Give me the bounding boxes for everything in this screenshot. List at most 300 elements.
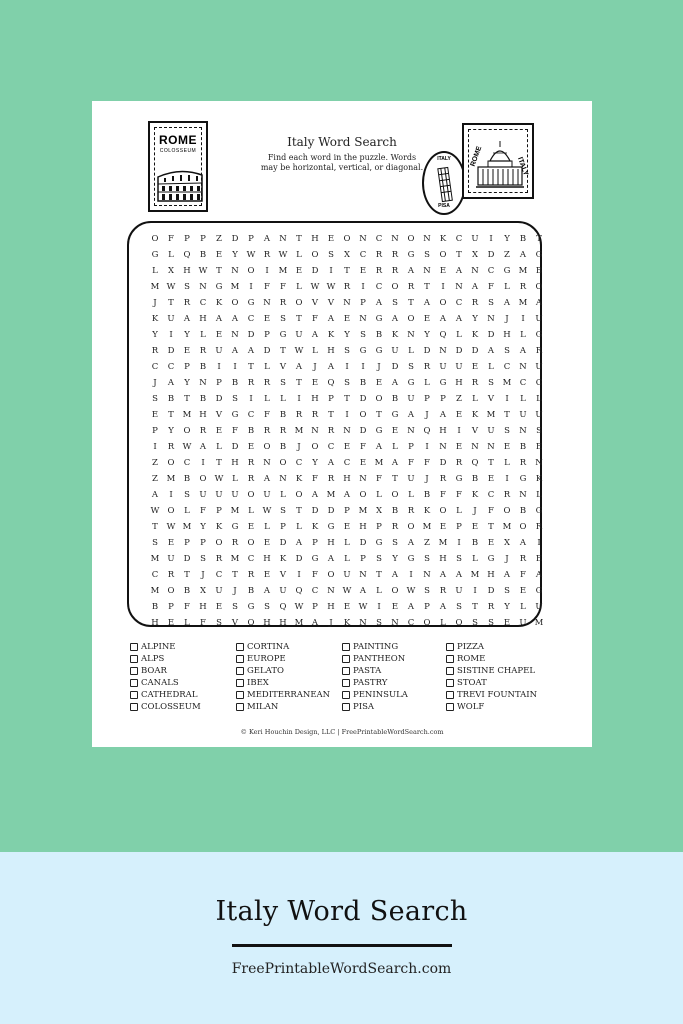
letter-grid [147,231,547,631]
grid-letter: E [487,538,495,548]
word-column [236,641,342,713]
grid-letter: S [280,506,286,516]
grid-letter: N [487,442,495,452]
grid-letter: S [280,378,286,388]
grid-row [147,599,547,615]
grid-letter: O [167,586,175,596]
grid-letter: N [343,298,351,308]
grid-letter: O [295,490,303,500]
grid-letter: T [168,410,174,420]
grid-letter: E [503,442,511,452]
grid-letter: W [342,586,352,596]
word-label: GELATO [247,666,284,676]
grid-letter: S [232,394,238,404]
grid-letter: P [456,522,462,532]
grid-letter: R [311,410,319,420]
grid-letter: O [391,490,399,500]
grid-letter: S [392,538,398,548]
word-checkbox[interactable] [236,703,244,711]
grid-letter: I [361,282,365,292]
grid-letter: Z [424,538,430,548]
word-label: COLOSSEUM [141,702,201,712]
grid-letter: C [311,586,319,596]
grid-letter: Y [200,522,206,532]
grid-letter: S [264,602,270,612]
grid-row [147,615,547,631]
grid-letter: C [535,378,543,388]
grid-letter: E [519,586,527,596]
grid-letter: O [519,522,527,532]
grid-letter: H [199,314,207,324]
grid-letter: G [375,314,383,324]
grid-letter: O [311,250,319,260]
rome-italy-stamp [462,123,534,199]
grid-letter: N [263,458,271,468]
grid-letter: E [263,538,271,548]
grid-letter: E [423,314,431,324]
word-list-item [236,701,342,713]
oval-stamp-bottom-text: PISA [438,203,450,209]
grid-letter: B [519,442,527,452]
grid-letter: J [473,506,477,516]
grid-letter: C [519,378,527,388]
grid-letter: C [151,570,159,580]
grid-letter: L [520,602,526,612]
grid-letter: B [423,490,431,500]
grid-letter: S [424,250,430,260]
grid-letter: S [504,426,510,436]
word-list [130,641,560,713]
word-checkbox[interactable] [446,655,454,663]
grid-letter: E [503,618,511,628]
grid-letter: P [424,602,430,612]
grid-letter: M [518,266,528,276]
word-list-item [342,689,446,701]
grid-letter: R [247,570,255,580]
grid-letter: D [263,346,271,356]
grid-letter: Z [456,394,462,404]
grid-letter: N [487,314,495,324]
grid-letter: W [262,506,272,516]
grid-letter: U [295,330,303,340]
grid-letter: T [424,282,430,292]
grid-letter: N [359,570,367,580]
grid-letter: D [295,554,303,564]
grid-letter: P [344,506,350,516]
grid-letter: B [519,234,527,244]
colosseum-icon [156,165,204,203]
grid-letter: S [200,554,206,564]
grid-letter: M [502,522,512,532]
grid-letter: S [424,586,430,596]
grid-letter: T [536,234,542,244]
word-label: CATHEDRAL [141,690,198,700]
word-label: MILAN [247,702,279,712]
grid-letter: E [215,602,223,612]
grid-letter: L [504,458,510,468]
grid-letter: K [343,618,351,628]
word-list-item [342,677,446,689]
grid-letter: I [425,442,429,452]
word-list-item [236,641,342,653]
word-checkbox[interactable] [342,667,350,675]
word-checkbox[interactable] [342,655,350,663]
grid-letter: T [216,458,222,468]
grid-letter: K [471,490,479,500]
grid-letter: O [359,490,367,500]
grid-letter: M [438,538,448,548]
copyright-credit: © Keri Houchin Design, LLC | FreePrintableWordSearch.com [240,728,444,736]
grid-letter: R [247,378,255,388]
grid-letter: F [280,282,286,292]
grid-letter: G [407,554,415,564]
grid-letter: F [312,474,318,484]
grid-letter: I [249,394,253,404]
word-label: IBEX [247,678,269,688]
grid-letter: Y [392,554,398,564]
word-list-item [446,665,556,677]
word-checkbox[interactable] [130,655,138,663]
puzzle-sheet [92,101,592,747]
grid-letter: J [505,554,509,564]
grid-letter: L [200,330,206,340]
grid-letter: J [313,362,317,372]
grid-letter: U [535,314,543,324]
grid-letter: N [471,266,479,276]
grid-letter: V [279,570,287,580]
grid-letter: A [535,570,543,580]
grid-letter: A [519,250,527,260]
grid-letter: U [231,490,239,500]
word-label: CORTINA [247,642,290,652]
grid-letter: M [294,618,304,628]
grid-letter: T [504,410,510,420]
word-list-item [446,677,556,689]
grid-letter: X [471,250,479,260]
grid-letter: V [471,426,479,436]
grid-letter: Q [183,250,191,260]
grid-letter: W [182,442,192,452]
grid-letter: D [487,250,495,260]
grid-letter: R [375,266,383,276]
grid-letter: N [199,282,207,292]
word-checkbox[interactable] [236,655,244,663]
grid-letter: L [232,474,238,484]
grid-letter: D [391,362,399,372]
word-checkbox[interactable] [446,703,454,711]
grid-letter: O [263,442,271,452]
word-checkbox[interactable] [446,667,454,675]
grid-letter: H [439,426,447,436]
grid-letter: D [279,538,287,548]
grid-letter: N [423,570,431,580]
grid-letter: F [312,570,318,580]
grid-letter: S [232,602,238,612]
grid-letter: A [199,442,207,452]
grid-row [147,471,547,487]
word-column [130,641,236,713]
word-list-item [130,689,236,701]
grid-letter: U [391,346,399,356]
grid-letter: S [472,618,478,628]
grid-letter: I [153,442,157,452]
grid-letter: M [422,522,432,532]
word-checkbox[interactable] [130,691,138,699]
grid-letter: I [201,458,205,468]
grid-letter: V [487,394,495,404]
grid-letter: E [535,442,543,452]
grid-letter: E [215,330,223,340]
word-checkbox[interactable] [236,643,244,651]
grid-row [147,231,547,247]
grid-letter: O [439,506,447,516]
grid-letter: N [359,474,367,484]
grid-letter: O [535,282,543,292]
grid-letter: M [534,618,544,628]
grid-letter: I [377,602,381,612]
grid-letter: P [440,394,446,404]
grid-letter: J [425,474,429,484]
grid-letter: A [471,282,479,292]
grid-letter: K [151,314,159,324]
grid-letter: H [439,554,447,564]
grid-letter: L [392,442,398,452]
grid-letter: Y [504,602,510,612]
grid-letter: M [182,410,192,420]
grid-letter: T [344,266,350,276]
grid-letter: I [345,362,349,372]
grid-letter: S [424,554,430,564]
grid-letter: A [263,586,271,596]
word-checkbox[interactable] [236,691,244,699]
grid-letter: C [359,250,367,260]
grid-letter: L [520,394,526,404]
grid-letter: U [215,490,223,500]
grid-letter: D [471,346,479,356]
grid-letter: T [328,410,334,420]
grid-letter: R [167,442,175,452]
grid-letter: I [505,474,509,484]
grid-letter: H [359,522,367,532]
grid-letter: W [246,250,256,260]
grid-letter: E [471,522,479,532]
grid-letter: C [487,266,495,276]
grid-letter: C [343,458,351,468]
grid-letter: P [328,394,334,404]
grid-letter: J [425,410,429,420]
word-label: MEDITERRANEAN [247,690,331,700]
grid-letter: P [216,378,222,388]
word-label: PAINTING [353,642,399,652]
stamp-right-text: ITALY [515,156,530,177]
grid-letter: F [184,602,190,612]
grid-letter: C [455,234,463,244]
grid-letter: U [215,586,223,596]
grid-letter: L [184,506,190,516]
grid-letter: E [391,602,399,612]
grid-letter: O [391,282,399,292]
grid-letter: S [360,330,366,340]
grid-letter: Y [424,330,430,340]
grid-letter: T [392,474,398,484]
grid-letter: U [407,474,415,484]
grid-letter: E [295,266,303,276]
grid-letter: A [343,490,351,500]
grid-row [147,535,547,551]
grid-letter: K [279,554,287,564]
word-label: BOAR [141,666,167,676]
grid-letter: B [391,506,399,516]
word-checkbox[interactable] [236,679,244,687]
grid-letter: R [391,266,399,276]
grid-letter: D [359,426,367,436]
grid-letter: Z [152,474,158,484]
grid-letter: S [488,378,494,388]
grid-letter: P [184,538,190,548]
grid-letter: A [247,346,255,356]
grid-letter: A [519,346,527,356]
word-checkbox[interactable] [342,691,350,699]
word-checkbox[interactable] [446,643,454,651]
grid-letter: F [200,618,206,628]
word-checkbox[interactable] [342,679,350,687]
word-checkbox[interactable] [236,667,244,675]
grid-letter: E [247,442,255,452]
grid-letter: R [439,586,447,596]
grid-letter: Q [423,426,431,436]
grid-letter: H [455,378,463,388]
word-checkbox[interactable] [446,679,454,687]
grid-letter: I [249,282,253,292]
grid-letter: I [217,362,221,372]
grid-letter: T [456,250,462,260]
grid-letter: L [456,506,462,516]
word-label: ALPS [141,654,165,664]
grid-letter: R [471,378,479,388]
grid-letter: C [247,554,255,564]
grid-letter: G [375,346,383,356]
grid-letter: C [167,362,175,372]
letter-grid-frame [127,221,542,627]
grid-letter: U [407,394,415,404]
grid-letter: R [519,554,527,564]
grid-letter: N [327,586,335,596]
grid-letter: M [230,282,240,292]
grid-letter: S [456,602,462,612]
grid-letter: A [263,474,271,484]
grid-letter: U [455,362,463,372]
word-checkbox[interactable] [342,703,350,711]
word-checkbox[interactable] [342,643,350,651]
grid-letter: W [214,474,224,484]
grid-letter: O [407,314,415,324]
grid-letter: G [391,410,399,420]
grid-letter: Y [344,330,350,340]
grid-letter: I [457,538,461,548]
word-label: PENINSULA [353,690,408,700]
grid-letter: H [199,602,207,612]
grid-letter: A [519,538,527,548]
grid-letter: K [535,474,543,484]
grid-letter: A [167,378,175,388]
grid-letter: R [279,426,287,436]
oval-stamp-top-text: ITALY [437,156,451,162]
grid-letter: R [263,378,271,388]
grid-letter: E [183,346,191,356]
grid-letter: P [216,506,222,516]
grid-letter: M [486,410,496,420]
grid-letter: A [439,410,447,420]
grid-letter: Q [279,602,287,612]
grid-letter: A [183,314,191,324]
grid-letter: E [359,458,367,468]
grid-letter: C [247,314,255,324]
grid-letter: A [391,314,399,324]
grid-letter: A [407,266,415,276]
grid-letter: L [456,330,462,340]
grid-letter: N [359,234,367,244]
grid-letter: G [535,586,543,596]
word-checkbox[interactable] [130,643,138,651]
grid-letter: A [231,314,239,324]
grid-letter: R [407,282,415,292]
grid-letter: G [407,378,415,388]
grid-letter: E [263,314,271,324]
grid-letter: T [296,378,302,388]
grid-letter: L [152,266,158,276]
word-label: EUROPE [247,654,286,664]
word-checkbox[interactable] [446,691,454,699]
grid-letter: L [184,618,190,628]
grid-letter: X [375,506,383,516]
puzzle-title: Italy Word Search [287,135,397,149]
grid-letter: M [150,554,160,564]
grid-letter: P [248,234,254,244]
grid-letter: F [488,506,494,516]
grid-letter: A [215,314,223,324]
grid-letter: R [151,346,159,356]
grid-letter: E [215,250,223,260]
grid-letter: D [215,394,223,404]
grid-letter: A [327,458,335,468]
word-label: PASTA [353,666,382,676]
grid-row [147,375,547,391]
grid-letter: T [488,458,494,468]
grid-letter: E [343,314,351,324]
grid-letter: S [536,426,542,436]
grid-letter: A [231,346,239,356]
grid-letter: R [263,250,271,260]
grid-row [147,279,547,295]
grid-letter: N [263,298,271,308]
grid-letter: D [439,458,447,468]
grid-letter: N [471,442,479,452]
grid-letter: R [391,250,399,260]
grid-letter: E [359,266,367,276]
grid-letter: F [232,426,238,436]
grid-letter: N [519,490,527,500]
word-checkbox[interactable] [130,667,138,675]
grid-letter: J [153,298,157,308]
grid-letter: G [535,250,543,260]
grid-letter: S [344,346,350,356]
word-checkbox[interactable] [130,679,138,687]
grid-letter: E [151,410,159,420]
grid-letter: I [169,330,173,340]
grid-letter: G [215,282,223,292]
word-checkbox[interactable] [130,703,138,711]
grid-letter: R [343,282,351,292]
